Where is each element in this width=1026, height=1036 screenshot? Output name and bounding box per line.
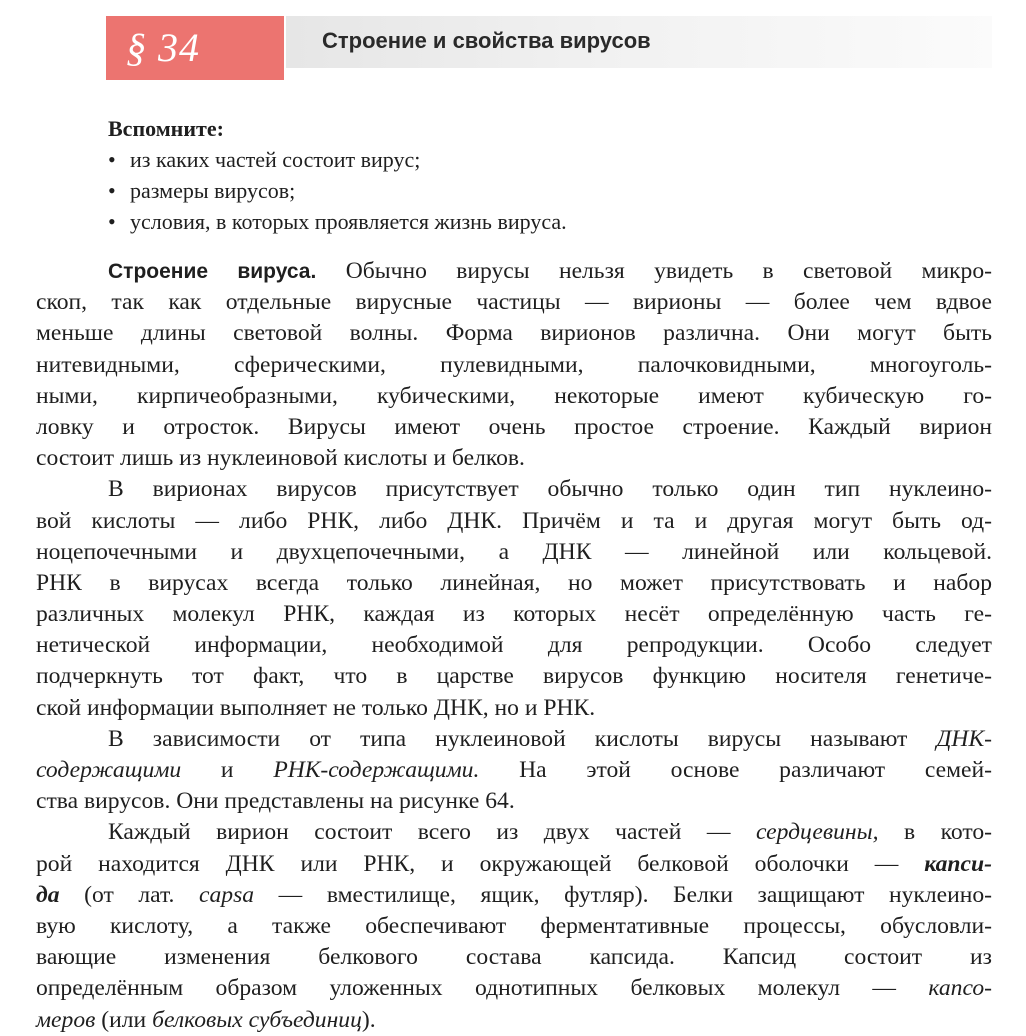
paragraph-nucleic-acids — [36, 474, 992, 724]
text-line — [36, 817, 992, 848]
term-italic: капсо- — [928, 975, 992, 1002]
line-text: ). — [361, 1006, 376, 1033]
paragraph-heading: Строение вируса. — [108, 260, 317, 283]
list-item — [108, 175, 988, 206]
recall-title: Вспомните: — [108, 116, 224, 141]
section-header — [106, 16, 992, 82]
text-line — [36, 849, 992, 880]
text-line: ловку и отросток. Вирусы имеют очень простое строение. Каждый вирион — [36, 413, 992, 440]
line-text: (от лат. — [84, 881, 175, 908]
line-text: Каждый вирион состоит всего из двух частей — — [108, 819, 731, 846]
line-text: (или — [101, 1006, 147, 1033]
section-title: Строение и свойства вирусов — [322, 28, 651, 53]
text-line: скоп, так как отдельные вирусные частицы — вирионы — более чем вдвое — [36, 289, 992, 316]
line-text: В зависимости от типа нуклеиновой кислоты вирусы называют — [108, 725, 908, 752]
term-italic: меров — [36, 1006, 96, 1033]
text-line — [36, 1005, 992, 1036]
term-bold-italic: капси- — [924, 850, 992, 877]
text-line: ноцепочечными и двухцепочечными, а ДНК — линейной или кольцевой. — [36, 538, 992, 565]
text-line: меньше длины световой волны. Форма вирионов различна. Они могут быть — [36, 320, 992, 347]
line-text: На этой основе различают семей- — [519, 757, 992, 783]
text-line: подчеркнуть тот факт, что в царстве вирусов функцию носителя генетиче- — [36, 663, 992, 690]
text-line: нитевидными, сферическими, пулевидными, палочковидными, многоуголь- — [36, 351, 992, 378]
recall-block — [108, 113, 988, 237]
text-line: состоит лишь из нуклеиновой кислоты и белков. — [36, 445, 525, 472]
list-item — [108, 206, 988, 237]
text-line — [36, 755, 992, 786]
line-text: рой находится ДНК или РНК, и окружающей белковой оболочки — — [36, 850, 899, 877]
term-italic: сердцевины, — [755, 819, 879, 846]
line-text: и — [220, 757, 234, 783]
text-line: ными, кирпичеобразными, кубическими, некоторые имеют кубическую го- — [36, 382, 992, 409]
text-line: ской информации выполняет не только ДНК, но и РНК. — [36, 694, 596, 721]
text-line: В вирионах вирусов присутствует обычно только один тип нуклеино- — [108, 476, 992, 503]
recall-list — [108, 144, 988, 237]
term-bold-italic: да — [36, 881, 60, 908]
list-item-text: условия, в которых проявляется жизнь вируса. — [130, 209, 567, 234]
section-number: § 34 — [126, 25, 200, 70]
list-item — [108, 144, 988, 175]
term-italic: содержащими — [36, 757, 182, 783]
text-line: вой кислоты — либо РНК, либо ДНК. Причём и та и другая могут быть од- — [36, 507, 992, 534]
paragraph-virus-structure — [36, 256, 992, 474]
bullet-icon: • — [108, 209, 116, 234]
text-line: ства вирусов. Они представлены на рисунке 64. — [36, 788, 515, 815]
line-text: определённым образом уложенных однотипных белковых молекул — — [36, 975, 896, 1002]
text-line — [36, 256, 992, 287]
text-line: вую кислоту, а также обеспечивают ферментативные процессы, обусловли- — [36, 912, 992, 939]
list-item-text: из каких частей состоит вирус; — [130, 147, 421, 172]
text-line: различных молекул РНК, каждая из которых несёт определённую часть ге- — [36, 601, 992, 628]
line-text: в кото- — [903, 819, 993, 846]
line-text: — вместилище, ящик, футляр). Белки защищают нуклеино- — [278, 881, 992, 908]
text-line: нетической информации, необходимой для репродукции. Особо следует — [36, 632, 992, 659]
term-italic: ДНК- — [936, 725, 992, 752]
text-line — [36, 724, 992, 755]
list-item-text: размеры вирусов; — [130, 178, 296, 203]
paragraph-capsid — [36, 817, 992, 1035]
bullet-icon: • — [108, 147, 116, 172]
term-italic: РНК-содержащими. — [273, 757, 480, 783]
body-text — [36, 256, 992, 1036]
text-line: РНК в вирусах всегда только линейная, но может присутствовать и набор — [36, 569, 992, 596]
text-line — [36, 973, 992, 1004]
latin-term: capsa — [199, 881, 255, 908]
text-line — [36, 880, 992, 911]
paragraph-virus-families — [36, 724, 992, 818]
section-number-badge — [106, 16, 284, 80]
bullet-icon: • — [108, 178, 116, 203]
term-italic: белковых субъединиц — [152, 1006, 362, 1033]
line-text: Обычно вирусы нельзя увидеть в световой микро- — [345, 258, 993, 284]
text-line: вающие изменения белкового состава капсида. Капсид состоит из — [36, 944, 992, 971]
